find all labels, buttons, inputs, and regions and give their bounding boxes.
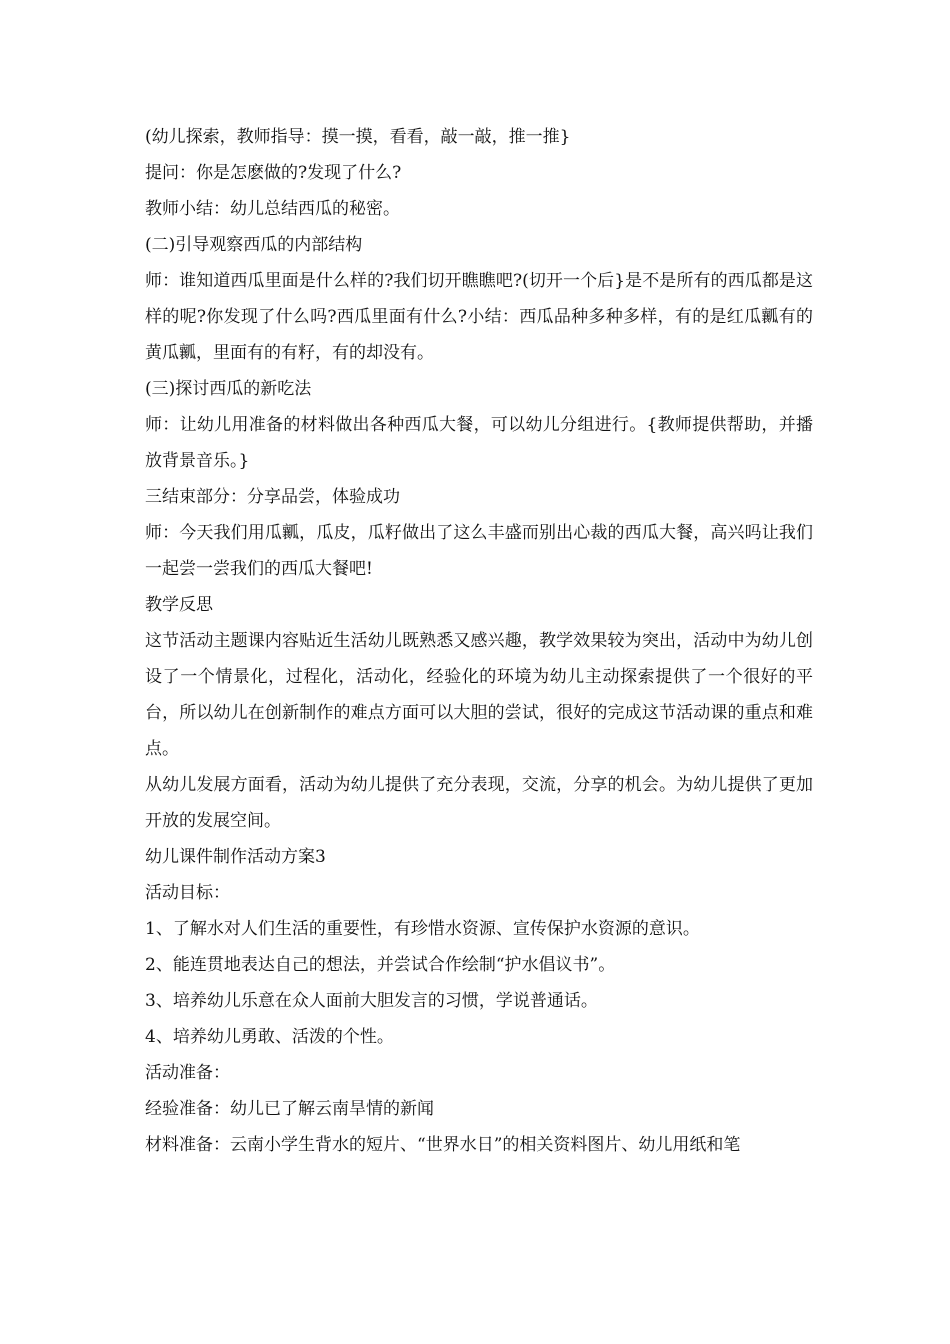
paragraph: 提问：你是怎麽做的?发现了什么? [145,163,402,183]
list-item: 2、能连贯地表达自己的想法，并尝试合作绘制“护水倡议书”。 [145,955,616,975]
paragraph: 师：谁知道西瓜里面是什么样的?我们切开瞧瞧吧?(切开一个后}是不是所有的西瓜都是这样的呢?你发现了什么吗?西瓜里面有什么?小结：西瓜品种多种多样，有的是红瓜瓤有的黄瓜瓤，里面有的有籽，有的却没有。 [145,271,813,363]
section-heading: (三)探讨西瓜的新吃法 [145,379,312,399]
paragraph: 师：今天我们用瓜瓤，瓜皮，瓜籽做出了这么丰盛而别出心裁的西瓜大餐，高兴吗让我们一起尝一尝我们的西瓜大餐吧! [145,523,813,579]
paragraph: 材料准备：云南小学生背水的短片、“世界水日”的相关资料图片、幼儿用纸和笔 [145,1135,741,1155]
paragraph: 这节活动主题课内容贴近生活幼儿既熟悉又感兴趣，教学效果较为突出，活动中为幼儿创设了一个情景化，过程化，活动化，经验化的环境为幼儿主动探索提供了一个很好的平台，所以幼儿在创新制作的难点方面可以大胆的尝试，很好的完成这节活动课的重点和难点。 [145,631,813,759]
list-item: 3、培养幼儿乐意在众人面前大胆发言的习惯，学说普通话。 [145,991,598,1011]
section-heading: 活动目标： [145,883,230,903]
paragraph: 教师小结：幼儿总结西瓜的秘密。 [145,199,400,219]
paragraph: 师：让幼儿用准备的材料做出各种西瓜大餐，可以幼儿分组进行。{教师提供帮助，并播放背景音乐。} [145,415,813,471]
document-title: 幼儿课件制作活动方案3 [145,847,326,867]
list-item: 4、培养幼儿勇敢、活泼的个性。 [145,1027,394,1047]
section-heading: (二)引导观察西瓜的内部结构 [145,235,363,255]
section-heading: 活动准备： [145,1063,230,1083]
paragraph: 从幼儿发展方面看，活动为幼儿提供了充分表现，交流，分享的机会。为幼儿提供了更加开放的发展空间。 [145,775,813,831]
section-heading: 三结束部分：分享品尝，体验成功 [145,487,400,507]
section-heading: 教学反思 [145,595,213,615]
paragraph: 经验准备：幼儿已了解云南旱情的新闻 [145,1099,434,1119]
paragraph: (幼儿探索，教师指导：摸一摸，看看，敲一敲，推一推} [145,127,571,147]
document-page [145,119,813,1163]
list-item: 1、了解水对人们生活的重要性，有珍惜水资源、宣传保护水资源的意识。 [145,919,700,939]
